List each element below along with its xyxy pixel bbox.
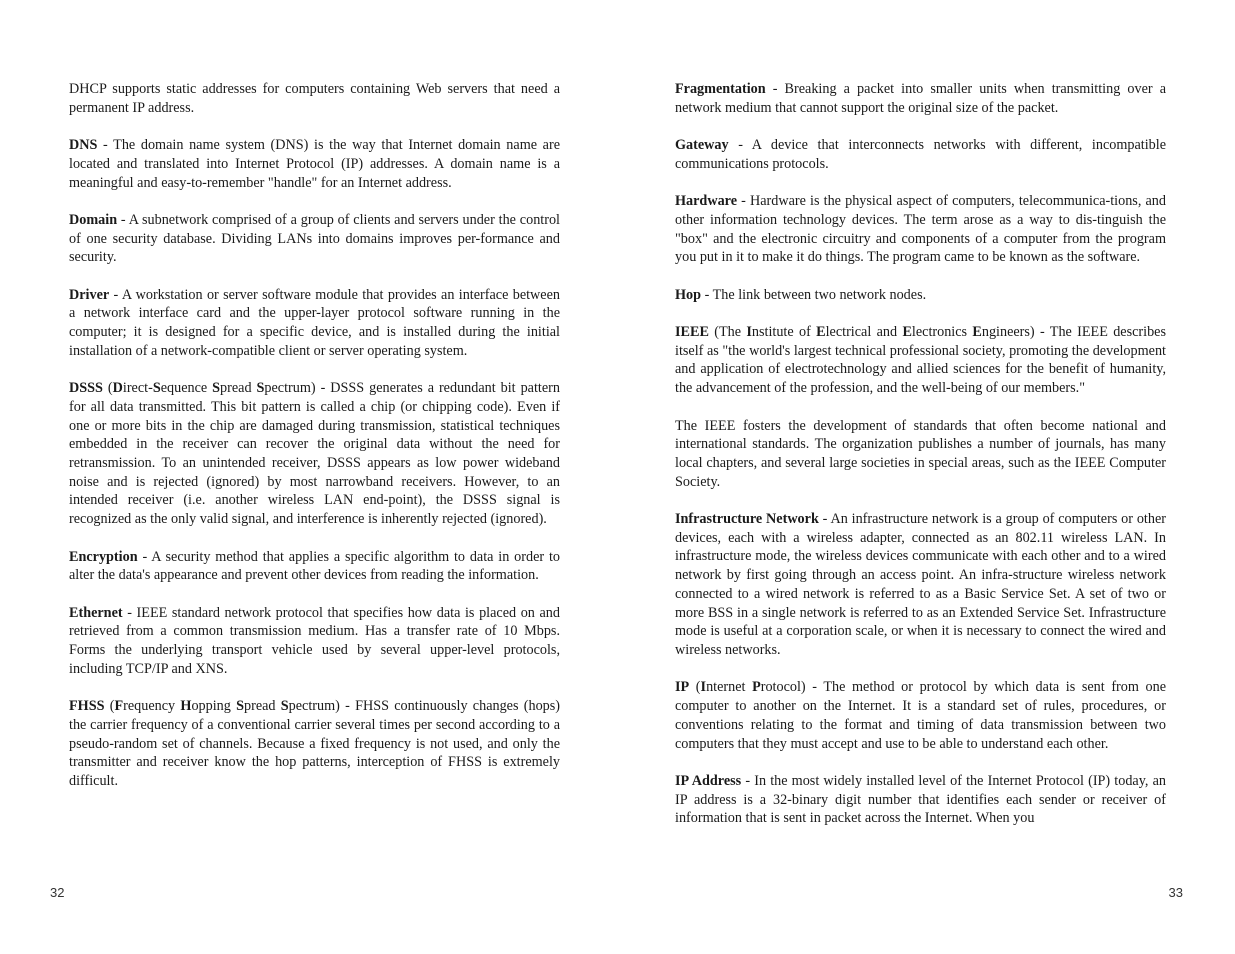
glossary-term: Domain bbox=[69, 211, 118, 228]
right-page bbox=[618, 0, 1235, 954]
glossary-term-expansion: (Direct-Sequence Spread Spectrum) bbox=[102, 380, 316, 397]
glossary-definition: - Breaking a packet into smaller units when transmitting over a network medium that cannot support the original size of the packet. bbox=[675, 81, 1166, 116]
glossary-entry bbox=[69, 286, 560, 361]
glossary-term: Hardware bbox=[675, 193, 737, 210]
glossary-entry bbox=[69, 548, 560, 585]
glossary-definition: - The method or protocol by which data is sent from one computer to another on the Internet. It is a standard set of rules, procedures, or conventions relating to the format and timing of data transmission between two computers that they must accept and use to be able to understand each other. bbox=[675, 679, 1166, 752]
glossary-term: Driver bbox=[69, 286, 110, 303]
glossary-term: Gateway bbox=[675, 137, 729, 154]
right-text-column bbox=[675, 80, 1166, 847]
glossary-definition: - A security method that applies a specific algorithm to data in order to alter the data's appearance and prevent other devices from reading the information. bbox=[69, 548, 560, 584]
glossary-entry bbox=[675, 510, 1166, 660]
glossary-term: IP bbox=[675, 679, 690, 696]
glossary-definition: - DSSS generates a redundant bit pattern for all data transmitted. This bit pattern is called a chip (or chipping code). Even if one or more bits in the chip are damaged during transmission, statistical techniques embedded in the receiver can recover the original data without the need for retransmission. To an unintended receiver, DSSS appears as low power wideband noise and is rejected (ignored) by most narrowband receivers. However, to an intended receiver (i.e. another wireless LAN end-point), the DSSS signal is recognized as the only valid signal, and interference is inherently rejected (ignored). bbox=[69, 380, 560, 528]
glossary-definition: - Hardware is the physical aspect of computers, telecommunica-tions, and other information technology devices. The term arose as a way to dis-tinguish the "box" and the electronic circuitry and components of a computer from the program you put in it to make it do things. The program came to be known as the software. bbox=[675, 193, 1166, 266]
glossary-term: Ethernet bbox=[69, 604, 123, 621]
glossary-term: IEEE bbox=[675, 324, 709, 341]
glossary-entry bbox=[69, 136, 560, 192]
glossary-term-expansion: (Frequency Hopping Spread Spectrum) bbox=[104, 698, 340, 715]
glossary-entry bbox=[675, 417, 1166, 492]
glossary-entry bbox=[675, 136, 1166, 173]
glossary-entry bbox=[675, 772, 1166, 828]
glossary-entry bbox=[675, 80, 1166, 117]
left-text-column bbox=[69, 80, 560, 809]
glossary-definition: - A subnetwork comprised of a group of clients and servers under the control of one security database. Dividing LANs into domains improves per-formance and security. bbox=[69, 211, 560, 266]
glossary-entry bbox=[69, 604, 560, 679]
glossary-definition: The IEEE fosters the development of standards that often become national and international standards. The organization publishes a number of journals, has many local chapters, and several large societies in special areas, such as the IEEE Computer Society. bbox=[675, 417, 1166, 490]
glossary-entry bbox=[69, 80, 560, 117]
glossary-entry bbox=[69, 379, 560, 529]
glossary-definition: DHCP supports static addresses for computers containing Web servers that need a permanent IP address. bbox=[69, 81, 560, 116]
glossary-entry bbox=[675, 323, 1166, 398]
glossary-entry bbox=[675, 286, 1166, 305]
glossary-entry bbox=[69, 697, 560, 791]
glossary-entry bbox=[69, 211, 560, 267]
glossary-term: DNS bbox=[69, 137, 98, 154]
glossary-definition: - A device that interconnects networks with different, incompatible communications protocols. bbox=[675, 137, 1166, 172]
glossary-term: FHSS bbox=[69, 698, 105, 715]
glossary-definition: - In the most widely installed level of the Internet Protocol (IP) today, an IP address is a 32-binary digit number that identifies each sender or receiver of information that is sent in packet across the Internet. When you bbox=[675, 772, 1166, 827]
page-number-left: 32 bbox=[50, 885, 65, 900]
glossary-definition: - The link between two network nodes. bbox=[701, 286, 927, 303]
glossary-term-expansion: (Internet Protocol) bbox=[689, 679, 806, 696]
glossary-definition: - The IEEE describes itself as "the world's largest technical professional society, promoting the development and application of electrotechnology and allied sciences for the benefit of humanity, the advancement of the profession, and the well-being of our members." bbox=[675, 324, 1166, 397]
glossary-definition: - FHSS continuously changes (hops) the carrier frequency of a conventional carrier several times per second according to a pseudo-random set of channels. Because a fixed frequency is not used, and only the transmitter and receiver know the hop patterns, interception of FHSS is extremely difficult. bbox=[69, 698, 561, 789]
glossary-term: Hop bbox=[675, 286, 702, 303]
glossary-term: Fragmentation bbox=[675, 81, 766, 97]
glossary-definition: - An infrastructure network is a group of computers or other devices, each with a wireless adapter, connected as an 802.11 wireless LAN. In infrastructure mode, the wireless devices communicate with each other and to a wired network by first going through an access point. An infra-structure wireless network connected to a wired network is referred to as a Basic Service Set. A set of two or more BSS in a single network is referred to as an Extended Service Set. Infrastructure mode is useful at a corporation scale, or when it is necessary to connect the wired and wireless networks. bbox=[675, 511, 1166, 658]
glossary-definition: - A workstation or server software module that provides an interface between a network interface card and the upper-layer protocol software running in the computer; it is designed for a specific device, and is installed during the initial installation of a network-compatible client or server operating system. bbox=[69, 286, 560, 359]
glossary-term: Encryption bbox=[69, 548, 138, 565]
glossary-term: Infrastructure Network bbox=[675, 511, 819, 528]
glossary-entry bbox=[675, 192, 1166, 267]
left-page bbox=[0, 0, 617, 954]
page-number-right: 33 bbox=[1168, 885, 1183, 900]
glossary-definition: - The domain name system (DNS) is the way that Internet domain name are located and translated into Internet Protocol (IP) addresses. A domain name is a meaningful and easy-to-remember "handle" for an Internet address. bbox=[69, 137, 560, 191]
glossary-term: DSSS bbox=[69, 380, 103, 397]
glossary-term-expansion: (The Institute of Electrical and Electronics Engineers) bbox=[708, 324, 1035, 341]
glossary-entry bbox=[675, 678, 1166, 753]
glossary-term: IP Address bbox=[675, 772, 742, 789]
glossary-definition: - IEEE standard network protocol that specifies how data is placed on and retrieved from a common transmission medium. Has a transfer rate of 10 Mbps. Forms the underlying transport vehicle used by several upper-level protocols, including TCP/IP and XNS. bbox=[69, 604, 560, 677]
